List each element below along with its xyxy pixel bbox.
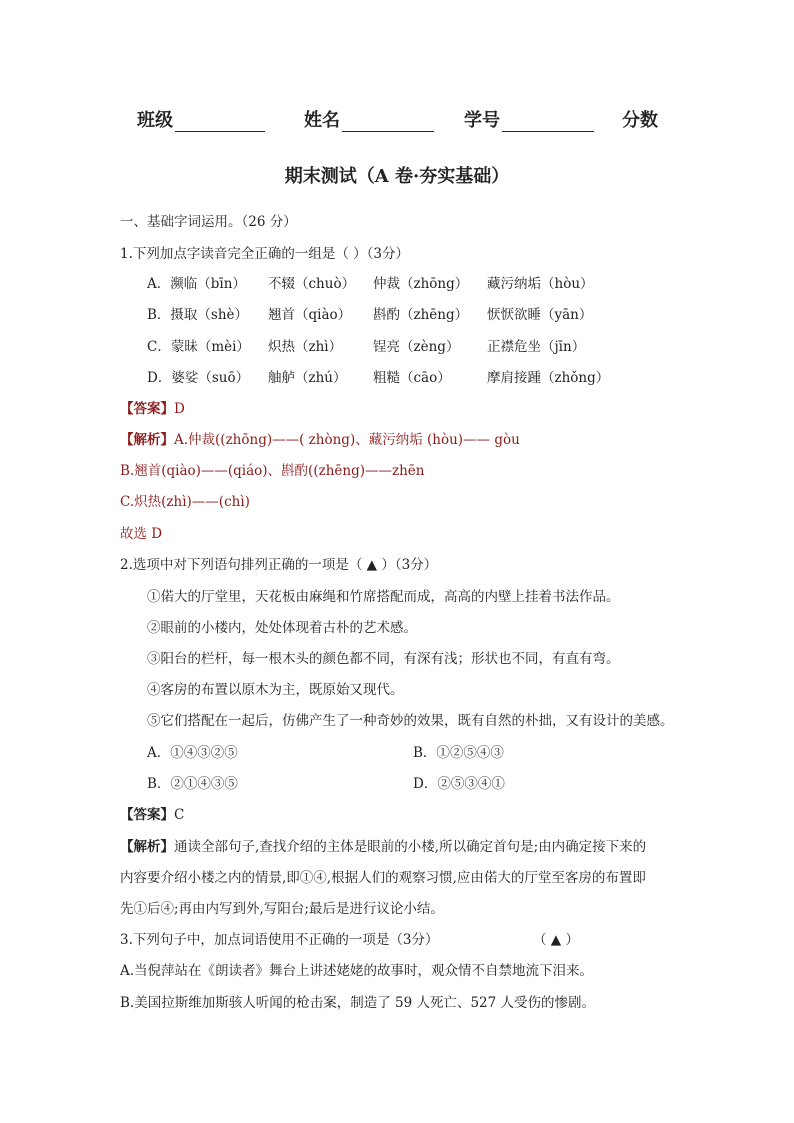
q3-option-a: A.当倪萍站在《朗读者》舞台上讲述姥姥的故事时，观众情不自禁地流下泪来。 [120,963,594,979]
q1-option-c-2: 炽热（zhì） [268,339,343,355]
name-label: 姓名 [304,110,340,131]
q2-sentence-5: ⑤它们搭配在一起后，仿佛产生了一种奇妙的效果，既有自然的朴拙，又有设计的美感。 [147,713,674,729]
q1-option-c-4: 正襟危坐（jīn） [487,339,586,355]
student-id-field [464,106,594,132]
q1-analysis-line-1 [120,430,520,450]
q2-stem: 2.选项中对下列语句排列正确的一项是（ ▲ ）（3分） [120,557,438,573]
q2-option-c: B．②①④③⑤ [147,776,238,792]
q2-analysis-line-1 [120,837,646,857]
page-title: 期末测试（A 卷·夯实基础） [284,166,510,187]
q1-option-a-2: 不辍（chuò） [268,276,356,292]
q2-analysis-line-3: 先①后④;再由内写到外,写阳台;最后是进行议论小结。 [120,901,444,917]
q3-answer-mark: （ ▲ ） [533,932,579,948]
score-label: 分数 [622,110,658,131]
q3-stem: 3.下列句子中，加点词语使用不正确的一项是（3分） [120,932,439,948]
analysis-text: A.仲裁((zhōng)——( zhòng)、藏污纳垢 (hòu)—— gòu [174,432,520,448]
name-blank[interactable] [342,113,434,132]
student-id-blank[interactable] [502,113,594,132]
q1-option-a-3: 仲裁（zhōng） [373,276,469,292]
q2-sentence-3: ③阳台的栏杆，每一根木头的颜色都不同，有深有浅；形状也不同，有直有弯。 [147,651,620,667]
name-field [304,106,434,132]
q1-option-d-4: 摩肩接踵（zhǒng） [487,370,610,386]
q1-option-b-3: 斟酌（zhēng） [373,307,469,323]
student-id-label: 学号 [464,110,500,131]
q1-option-a-4: 藏污纳垢（hòu） [487,276,594,292]
analysis-tag: 【解析】 [120,839,174,855]
answer-tag: 【答案】 [120,401,174,417]
answer-value: D [174,401,185,417]
q1-option-b-2: 翘首（qiào） [268,307,352,323]
class-blank[interactable] [175,113,265,132]
class-label: 班级 [137,110,173,131]
q2-analysis-line-2: 内容要介绍小楼之内的情景,即①④,根据人们的观察习惯,应由偌大的厅堂至客房的布置即 [120,870,646,886]
q1-analysis-line-2: B.翘首(qiào)——(qiáo)、斟酌((zhēng)——zhēn [120,463,425,479]
class-field [137,106,265,132]
q1-stem: 1.下列加点字读音完全正确的一组是（ ）（3分） [120,246,410,262]
q2-sentence-2: ②眼前的小楼内，处处体现着古朴的艺术感。 [147,620,417,636]
q1-option-d-3: 粗糙（cāo） [373,370,451,386]
analysis-text: 通读全部句子,查找介绍的主体是眼前的小楼,所以确定首句是;由内确定接下来的 [174,839,647,855]
q1-option-b-4: 恹恹欲睡（yān） [487,307,593,323]
q1-option-b-1: B．摄取（shè） [147,307,249,323]
score-field [622,106,658,132]
q1-option-c-3: 锃亮（zèng） [373,339,460,355]
q1-option-a-1: A．濒临（bīn） [147,276,246,292]
q1-answer [120,399,185,419]
q2-sentence-4: ④客房的布置以原木为主，既原始又现代。 [147,682,404,698]
analysis-tag: 【解析】 [120,432,174,448]
q1-option-c-1: C．蒙昧（mèi） [147,339,250,355]
q2-option-b: B．①②⑤④③ [413,745,504,761]
q2-answer [120,805,184,825]
q2-option-a: A．①④③②⑤ [147,745,238,761]
section-heading: 一、基础字词运用。（26 分） [120,214,297,230]
q3-option-b: B.美国拉斯维加斯骇人听闻的枪击案，制造了 59 人死亡、527 人受伤的惨剧。 [120,995,596,1011]
q1-analysis-line-3: C.炽热(zhì)——(chì) [120,494,250,510]
q1-option-d-2: 舳舻（zhú） [268,370,347,386]
q2-option-d: D．②⑤③④① [413,776,505,792]
answer-value: C [174,807,185,823]
q1-option-d-1: D．婆娑（suō） [147,370,250,386]
q2-sentence-1: ①偌大的厅堂里，天花板由麻绳和竹席搭配而成，高高的内壁上挂着书法作品。 [147,589,620,605]
q1-conclusion: 故选 D [120,526,163,542]
answer-tag: 【答案】 [120,807,174,823]
